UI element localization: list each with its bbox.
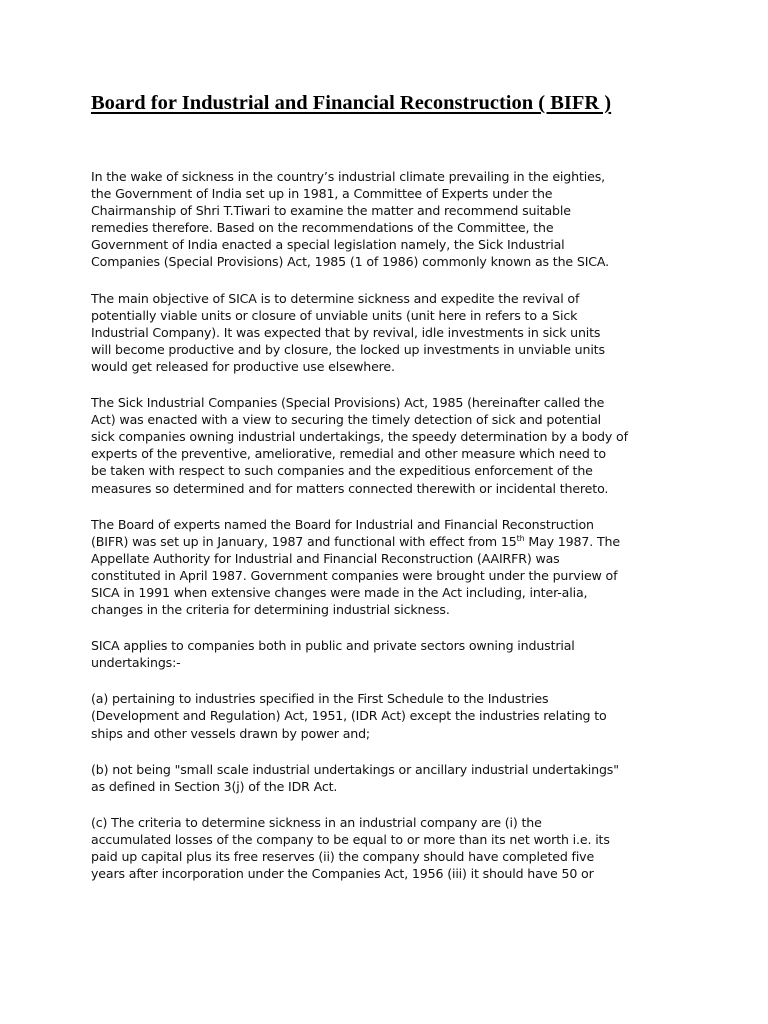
text-line: (c) The criteria to determine sickness in an industrial company are (i) the bbox=[91, 814, 542, 830]
paragraph-background bbox=[91, 168, 691, 271]
text-line: changes in the criteria for determining industrial sickness. bbox=[91, 602, 450, 618]
text-fragment: May 1987. The bbox=[524, 533, 620, 549]
text-line: will become productive and by closure, the locked up investments in unviable units bbox=[91, 341, 605, 357]
text-line: remedies therefore. Based on the recommendations of the Committee, the bbox=[91, 220, 554, 236]
text-line: constituted in April 1987. Government companies were brought under the purview of bbox=[91, 567, 618, 583]
text-line: The main objective of SICA is to determine sickness and expedite the revival of bbox=[91, 290, 580, 306]
paragraph-act bbox=[91, 394, 691, 497]
text-line: Industrial Company). It was expected that by revival, idle investments in sick units bbox=[91, 324, 601, 340]
text-line: Appellate Authority for Industrial and Financial Reconstruction (AAIRFR) was bbox=[91, 550, 560, 566]
text-line bbox=[91, 533, 691, 550]
text-line: Act) was enacted with a view to securing the timely detection of sick and potential bbox=[91, 412, 602, 428]
text-line: Government of India enacted a special legislation namely, the Sick Industrial bbox=[91, 237, 565, 253]
text-line: (Development and Regulation) Act, 1951, (IDR Act) except the industries relating to bbox=[91, 708, 607, 724]
page-title: Board for Industrial and Financial Reconstruction ( BIFR ) bbox=[91, 92, 612, 114]
text-line: (b) not being "small scale industrial undertakings or ancillary industrial undertakings" bbox=[91, 761, 619, 777]
text-line: as defined in Section 3(j) of the IDR Act. bbox=[91, 778, 338, 794]
text-line: sick companies owning industrial undertakings, the speedy determination by a body of bbox=[91, 429, 628, 445]
text-line: In the wake of sickness in the country’s industrial climate prevailing in the eighties, bbox=[91, 169, 605, 184]
text-line: paid up capital plus its free reserves (ii) the company should have completed five bbox=[91, 849, 595, 864]
text-line: be taken with respect to such companies and the expeditious enforcement of the bbox=[91, 463, 593, 479]
text-line: measures so determined and for matters connected therewith or incidental thereto. bbox=[91, 480, 609, 496]
text-line: Companies (Special Provisions) Act, 1985 (1 of 1986) commonly known as the SICA. bbox=[91, 254, 609, 270]
paragraph-applicability bbox=[91, 637, 691, 671]
paragraph-clause-a bbox=[91, 690, 691, 741]
paragraph-clause-c bbox=[91, 814, 691, 882]
paragraph-objective bbox=[91, 290, 691, 375]
text-line: would get released for productive use elsewhere. bbox=[91, 358, 395, 374]
text-line: SICA applies to companies both in public and private sectors owning industrial bbox=[91, 638, 575, 654]
paragraph-board bbox=[91, 516, 691, 619]
text-line: undertakings:- bbox=[91, 655, 181, 671]
text-line: years after incorporation under the Companies Act, 1956 (iii) it should have 50 or bbox=[91, 866, 594, 882]
text-line: ships and other vessels drawn by power and; bbox=[91, 725, 371, 741]
text-line: Chairmanship of Shri T.Tiwari to examine the matter and recommend suitable bbox=[91, 203, 571, 219]
text-line: the Government of India set up in 1981, a Committee of Experts under the bbox=[91, 186, 553, 202]
text-line: SICA in 1991 when extensive changes were made in the Act including, inter-alia, bbox=[91, 584, 588, 600]
text-line: potentially viable units or closure of unviable units (unit here in refers to a Sick bbox=[91, 307, 578, 323]
text-line: accumulated losses of the company to be equal to or more than its net worth i.e. its bbox=[91, 831, 610, 847]
paragraph-clause-b bbox=[91, 761, 691, 795]
text-line: The Board of experts named the Board for Industrial and Financial Reconstruction bbox=[91, 516, 594, 532]
ordinal-superscript: th bbox=[516, 533, 525, 543]
text-fragment: (BIFR) was set up in January, 1987 and functional with effect from 15 bbox=[91, 533, 517, 549]
text-line: The Sick Industrial Companies (Special Provisions) Act, 1985 (hereinafter called the bbox=[91, 395, 605, 411]
text-line: (a) pertaining to industries specified in the First Schedule to the Industries bbox=[91, 691, 549, 707]
document-body bbox=[91, 168, 691, 901]
text-line: experts of the preventive, ameliorative, remedial and other measure which need to bbox=[91, 446, 606, 462]
